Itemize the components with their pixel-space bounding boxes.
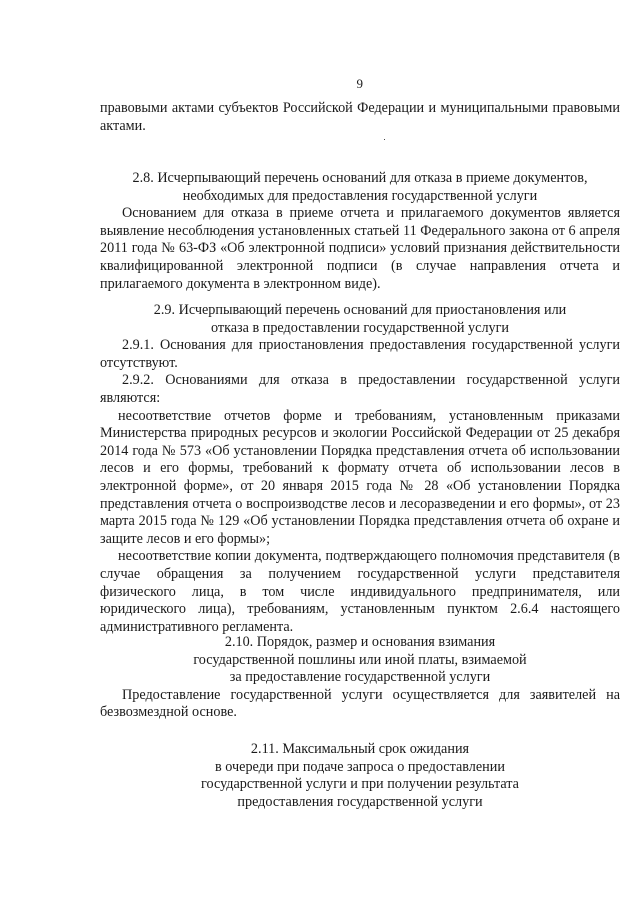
refusal-reason-item-1: несоответствие отчетов форме и требованиям, установленным приказами Министерства природных ресурсов и экологии Российской Федерации от 25 декабря 2014 года № 573 «Об установлении Порядка представления отчета об использовании лесов и его формы, требований к формату отчета об использовании лесов в электронной форме», от 20 января 2015 года № 28 «Об установлении Порядка представления отчета о воспроизводстве лесов и лесоразведении и его формы», от 23 марта 2015 года № 129 «Об установлении Порядка представления отчета об охране и защите лесов и его формы»;	[100, 407, 620, 547]
section-2-11-heading-line2: в очереди при подаче запроса о предоставлении	[215, 758, 505, 775]
section-2-11-heading-line4: предоставления государственной услуги	[237, 793, 483, 810]
section-2-9	[100, 302, 620, 636]
section-2-10-heading-line1: 2.10. Порядок, размер и основания взимания	[224, 634, 496, 650]
section-2-10-text: Предоставление государственной услуги осуществляется для заявителей на безвозмездной основе.	[100, 686, 620, 721]
scan-speck	[384, 139, 385, 140]
paragraph-2-9-1: 2.9.1. Основания для приостановления предоставления государственной услуги отсутствуют.	[100, 337, 620, 371]
section-2-9-heading-line1: 2.9. Исчерпывающий перечень оснований для приостановления или	[153, 302, 567, 318]
section-2-10-heading-line2: государственной пошлины или иной платы, взимаемой	[193, 651, 527, 668]
section-2-11	[100, 741, 620, 811]
refusal-reason-item-2: несоответствие копии документа, подтверждающего полномочия представителя (в случае обращения за получением государственной услуги представителя физического лица, в том числе индивидуального предпринимателя, или юридического лица), требованиям, установленным пунктом 2.6.4 настоящего административного регламента.	[100, 548, 620, 635]
paragraph-2-9-2: 2.9.2. Основаниями для отказа в предоставлении государственной услуги являются:	[100, 372, 620, 406]
intro-text: правовыми актами субъектов Российской Федерации и муниципальными правовыми актами.	[100, 100, 620, 134]
page-number: 9	[356, 76, 364, 91]
section-2-9-heading-line2: отказа в предоставлении государственной услуги	[210, 319, 510, 336]
section-2-11-heading-line3: государственной услуги и при получении результата	[201, 776, 519, 793]
section-2-11-heading-line1: 2.11. Максимальный срок ожидания	[250, 741, 470, 757]
section-2-8	[100, 170, 620, 293]
section-2-8-heading-line2: необходимых для предоставления государственной услуги	[182, 187, 538, 204]
section-2-10	[100, 634, 620, 722]
section-2-10-heading-line3: за предоставление государственной услуги	[229, 669, 491, 686]
intro-paragraph	[100, 100, 620, 135]
section-2-8-text: Основанием для отказа в приеме отчета и прилагаемого документов является выявление несоблюдения установленных статьей 11 Федерального закона от 6 апреля 2011 года № 63-ФЗ «Об электронной подписи» условий признания действительности квалифицированной электронной подписи (в случае направления отчета и прилагаемого документа в электронном виде).	[100, 205, 620, 292]
section-2-8-heading-line1: 2.8. Исчерпывающий перечень оснований для отказа в приеме документов,	[132, 170, 588, 186]
